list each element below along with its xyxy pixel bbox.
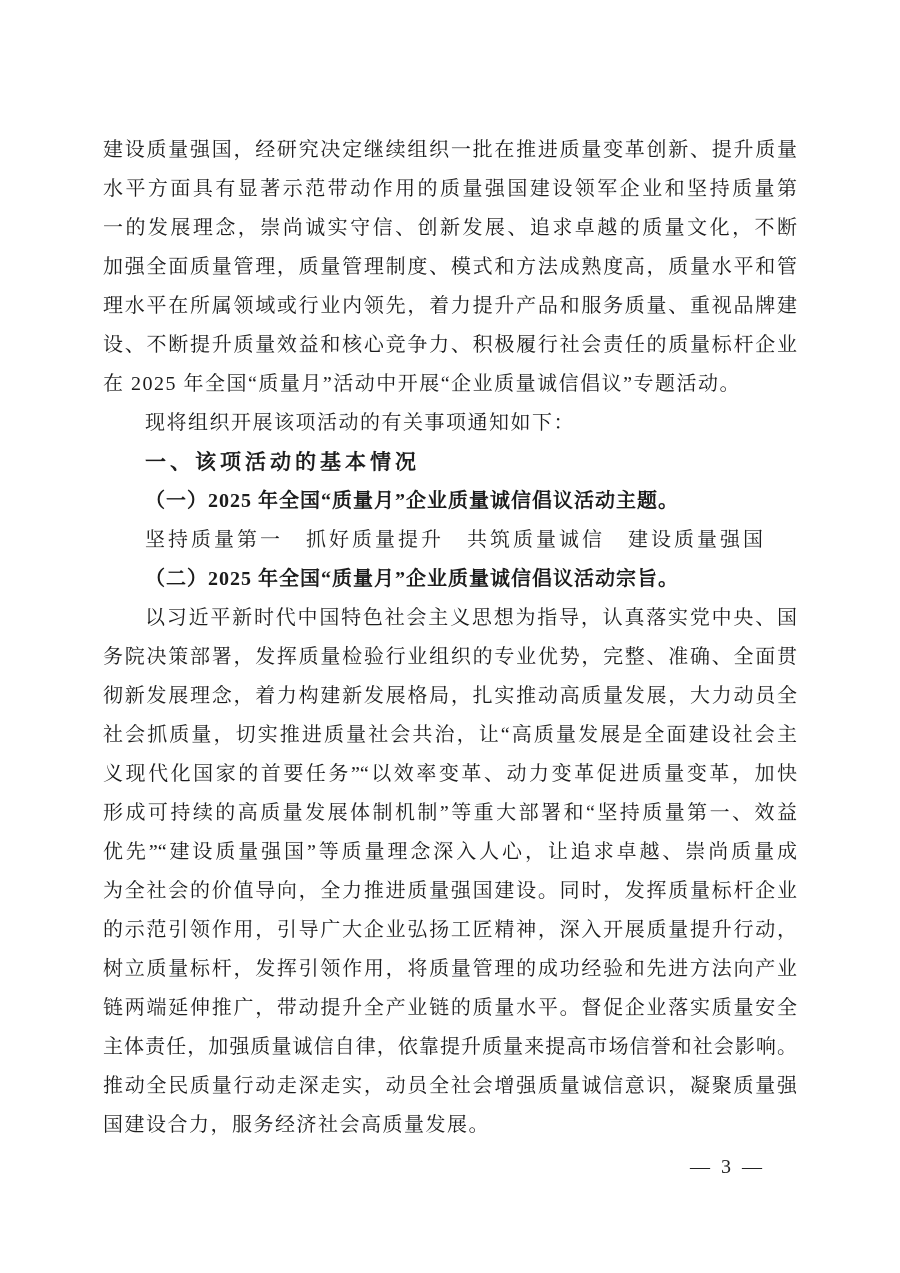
paragraph-line: 设、不断提升质量效益和核心竞争力、积极履行社会责任的质量标杆企业 [103,334,797,356]
quality-month-theme-line: 坚持质量第一 抓好质量提升 共筑质量诚信 建设质量强国 [145,529,766,551]
paragraph-line: 在 2025 年全国“质量月”活动中开展“企业质量诚信倡议”专题活动。 [103,373,742,395]
paragraph-line: 形成可持续的高质量发展体制机制”等重大部署和“坚持质量第一、效益 [103,802,797,824]
paragraph-line: 以习近平新时代中国特色社会主义思想为指导，认真落实党中央、国 [145,607,797,629]
paragraph-line: 树立质量标杆，发挥引领作用，将质量管理的成功经验和先进方法向产业 [103,958,797,980]
subsection-heading-purpose: （二）2025 年全国“质量月”企业质量诚信倡议活动宗旨。 [145,568,679,590]
paragraph-line: 为全社会的价值导向，全力推进质量强国建设。同时，发挥质量标杆企业 [103,880,797,902]
subsection-heading-theme: （一）2025 年全国“质量月”企业质量诚信倡议活动主题。 [145,490,679,512]
paragraph-line: 水平方面具有显著示范带动作用的质量强国建设领军企业和坚持质量第 [103,178,797,200]
paragraph-line: 理水平在所属领域或行业内领先，着力提升产品和服务质量、重视品牌建 [103,295,797,317]
section-heading-1: 一、该项活动的基本情况 [145,451,420,474]
paragraph-line: 优先”“建设质量强国”等质量理念深入人心，让追求卓越、崇尚质量成 [103,841,797,863]
document-body [103,131,797,1145]
page-number: — 3 — [690,1156,765,1178]
paragraph-line: 务院决策部署，发挥质量检验行业组织的专业优势，完整、准确、全面贯 [103,646,797,668]
paragraph-line: 义现代化国家的首要任务”“以效率变革、动力变革促进质量变革，加快 [103,763,797,785]
paragraph-line: 加强全面质量管理，质量管理制度、模式和方法成熟度高，质量水平和管 [103,256,797,278]
paragraph-line: 国建设合力，服务经济社会高质量发展。 [103,1114,490,1136]
paragraph-line: 建设质量强国，经研究决定继续组织一批在推进质量变革创新、提升质量 [103,139,797,161]
paragraph-line: 社会抓质量，切实推进质量社会共治，让“高质量发展是全面建设社会主 [103,724,797,746]
paragraph-line: 彻新发展理念，着力构建新发展格局，扎实推动高质量发展，大力动员全 [103,685,797,707]
paragraph-line: 的示范引领作用，引导广大企业弘扬工匠精神，深入开展质量提升行动， [103,919,797,941]
paragraph-line: 主体责任，加强质量诚信自律，依靠提升质量来提高市场信誉和社会影响。 [103,1036,797,1058]
paragraph-line: 一的发展理念，崇尚诚实守信、创新发展、追求卓越的质量文化，不断 [103,217,797,239]
paragraph-line: 链两端延伸推广，带动提升全产业链的质量水平。督促企业落实质量安全 [103,997,797,1019]
notice-intro-line: 现将组织开展该项活动的有关事项通知如下： [145,412,575,434]
paragraph-line: 推动全民质量行动走深走实，动员全社会增强质量诚信意识，凝聚质量强 [103,1075,797,1097]
